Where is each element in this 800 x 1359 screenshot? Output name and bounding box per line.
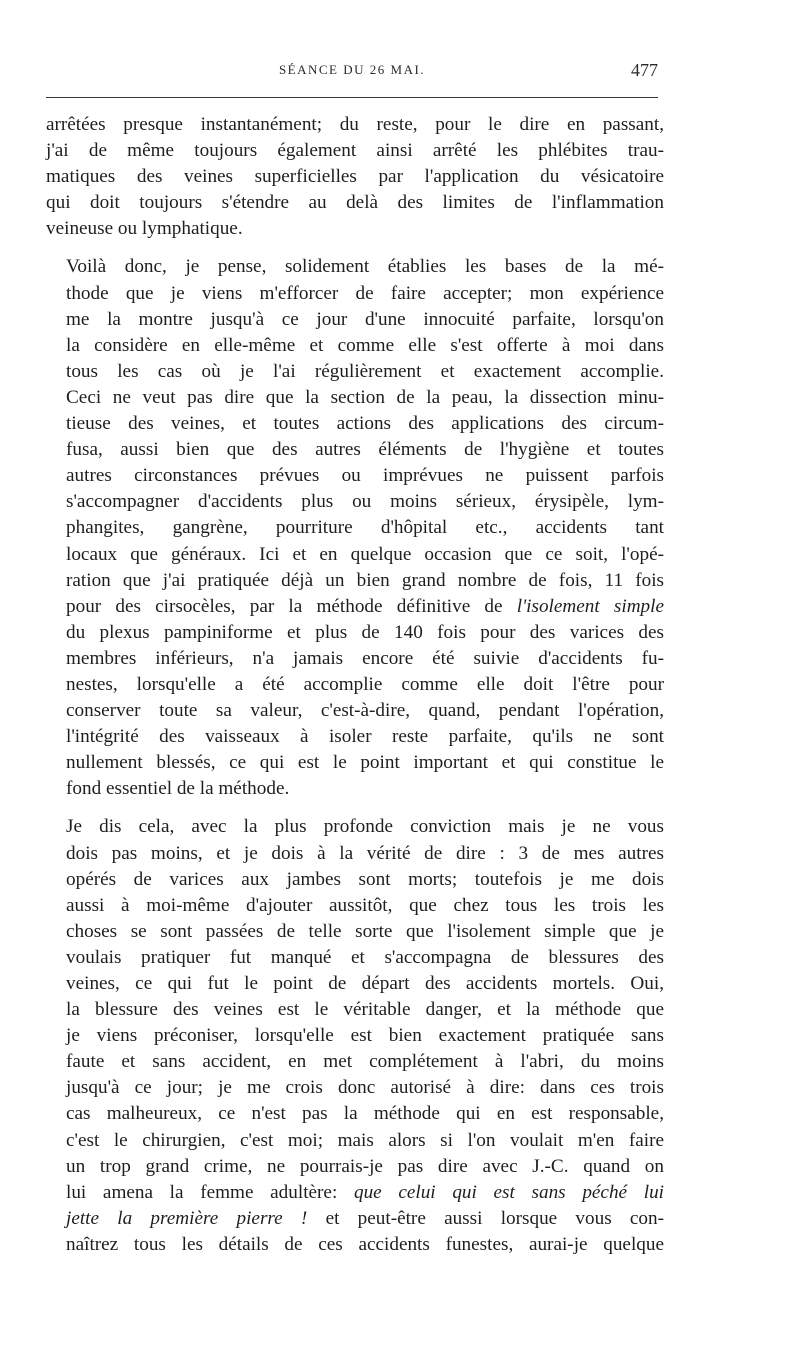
text-line: faute et sans accident, en met complétement à l'abri, du moins xyxy=(66,1051,664,1073)
text-line: ration que j'ai pratiquée déjà un bien grand nombre de fois, 11 fois xyxy=(66,569,664,591)
text-line: thode que je viens m'efforcer de faire accepter; mon expérience xyxy=(66,282,664,304)
paragraph-2 xyxy=(46,254,664,802)
text-line: veines, ce qui fut le point de départ des accidents mortels. Oui, xyxy=(66,973,664,994)
text-line: la considère en elle-même et comme elle s'est offerte à moi dans xyxy=(66,334,664,356)
text-line: Ceci ne veut pas dire que la section de la peau, la dissection minu- xyxy=(66,386,664,408)
text-line: matiques des veines superficielles par l'application du vésicatoire xyxy=(46,166,664,188)
text-line xyxy=(46,1206,664,1232)
text-line: conserver toute sa valeur, c'est-à-dire, quand, pendant l'opération, xyxy=(66,700,664,722)
text-run: pour des cirsocèles, par la méthode définitive de xyxy=(66,595,517,617)
running-head xyxy=(46,62,658,86)
text-line: Voilà donc, je pense, solidement établies les bases de la mé- xyxy=(66,256,664,278)
text-line: locaux que généraux. Ici et en quelque occasion que ce soit, l'opé- xyxy=(66,543,664,565)
text-line: aussi à moi-même d'ajouter aussitôt, que chez tous les trois les xyxy=(66,894,664,916)
text-line: naîtrez tous les détails de ces accidents funestes, aurai-je quelque xyxy=(66,1233,664,1255)
text-line: j'ai de même toujours également ainsi arrêté les phlébites trau- xyxy=(46,140,664,162)
text-line: voulais pratiquer fut manqué et s'accompagna de blessures des xyxy=(66,946,664,968)
text-line xyxy=(46,594,664,620)
text-line: tous les cas où je l'ai régulièrement et exactement accomplie. xyxy=(66,360,664,382)
text-run: lui amena la femme adultère: xyxy=(66,1181,354,1203)
text-line: la blessure des veines est le véritable danger, et la méthode que xyxy=(66,999,664,1021)
text-line: l'intégrité des vaisseaux à isoler reste parfaite, qu'ils ne sont xyxy=(66,726,664,748)
text-line: nestes, lorsqu'elle a été accomplie comme elle doit l'être pour xyxy=(66,673,664,695)
italic-quote: que celui qui est sans péché lui xyxy=(353,1181,664,1203)
text-line: qui doit toujours s'étendre au delà des limites de l'inflammation xyxy=(46,192,664,214)
text-line: tieuse des veines, et toutes actions des applications des circum- xyxy=(66,413,664,435)
body-text xyxy=(46,112,664,1258)
text-line: je viens préconiser, lorsqu'elle est bien exactement pratiquée sans xyxy=(66,1025,664,1047)
text-line: membres inférieurs, n'a jamais encore été suivie d'accidents fu- xyxy=(66,647,664,669)
text-run: et peut-être aussi lorsque vous con- xyxy=(307,1207,664,1229)
text-line: fusa, aussi bien que des autres éléments de l'hygiène et toutes xyxy=(66,439,664,461)
text-line: fond essentiel de la méthode. xyxy=(66,778,290,800)
text-line: un trop grand crime, ne pourrais-je pas dire avec J.-C. quand on xyxy=(66,1155,664,1177)
paragraph-3 xyxy=(46,814,664,1258)
text-line: autres circonstances prévues ou imprévues ne puissent parfois xyxy=(66,465,664,487)
text-line: me la montre jusqu'à ce jour d'une innocuité parfaite, lorsqu'on xyxy=(66,308,664,330)
page-number: 477 xyxy=(631,60,658,80)
text-line: phangites, gangrène, pourriture d'hôpital etc., accidents tant xyxy=(66,517,664,539)
italic-quote: jette la première pierre ! xyxy=(66,1207,308,1229)
text-line: s'accompagner d'accidents plus ou moins sérieux, érysipèle, lym- xyxy=(66,491,664,513)
text-line: du plexus pampiniforme et plus de 140 fois pour des varices des xyxy=(66,621,664,643)
text-line: c'est le chirurgien, c'est moi; mais alors si l'on voulait m'en faire xyxy=(66,1129,664,1151)
running-title: SÉANCE DU 26 MAI. xyxy=(278,62,426,77)
text-line: cas malheureux, ce n'est pas la méthode qui en est responsable, xyxy=(66,1103,664,1125)
text-line: veineuse ou lymphatique. xyxy=(46,218,243,240)
text-line: choses se sont passées de telle sorte que l'isolement simple que je xyxy=(66,920,664,942)
text-line xyxy=(46,1180,664,1206)
text-line: arrêtées presque instantanément; du reste, pour le dire en passant, xyxy=(46,114,664,135)
text-line: jusqu'à ce jour; je me crois donc autorisé à dire: dans ces trois xyxy=(66,1077,664,1099)
text-line: opérés de varices aux jambes sont morts; toutefois je me dois xyxy=(66,868,664,890)
text-line: nullement blessés, ce qui est le point important et qui constitue le xyxy=(66,752,664,774)
text-line: dois pas moins, et je dois à la vérité de dire : 3 de mes autres xyxy=(66,842,664,864)
paragraph-1 xyxy=(46,112,664,242)
text-line: Je dis cela, avec la plus profonde conviction mais je ne vous xyxy=(66,816,664,838)
italic-phrase: l'isolement simple xyxy=(516,595,664,617)
header-rule xyxy=(46,97,658,98)
